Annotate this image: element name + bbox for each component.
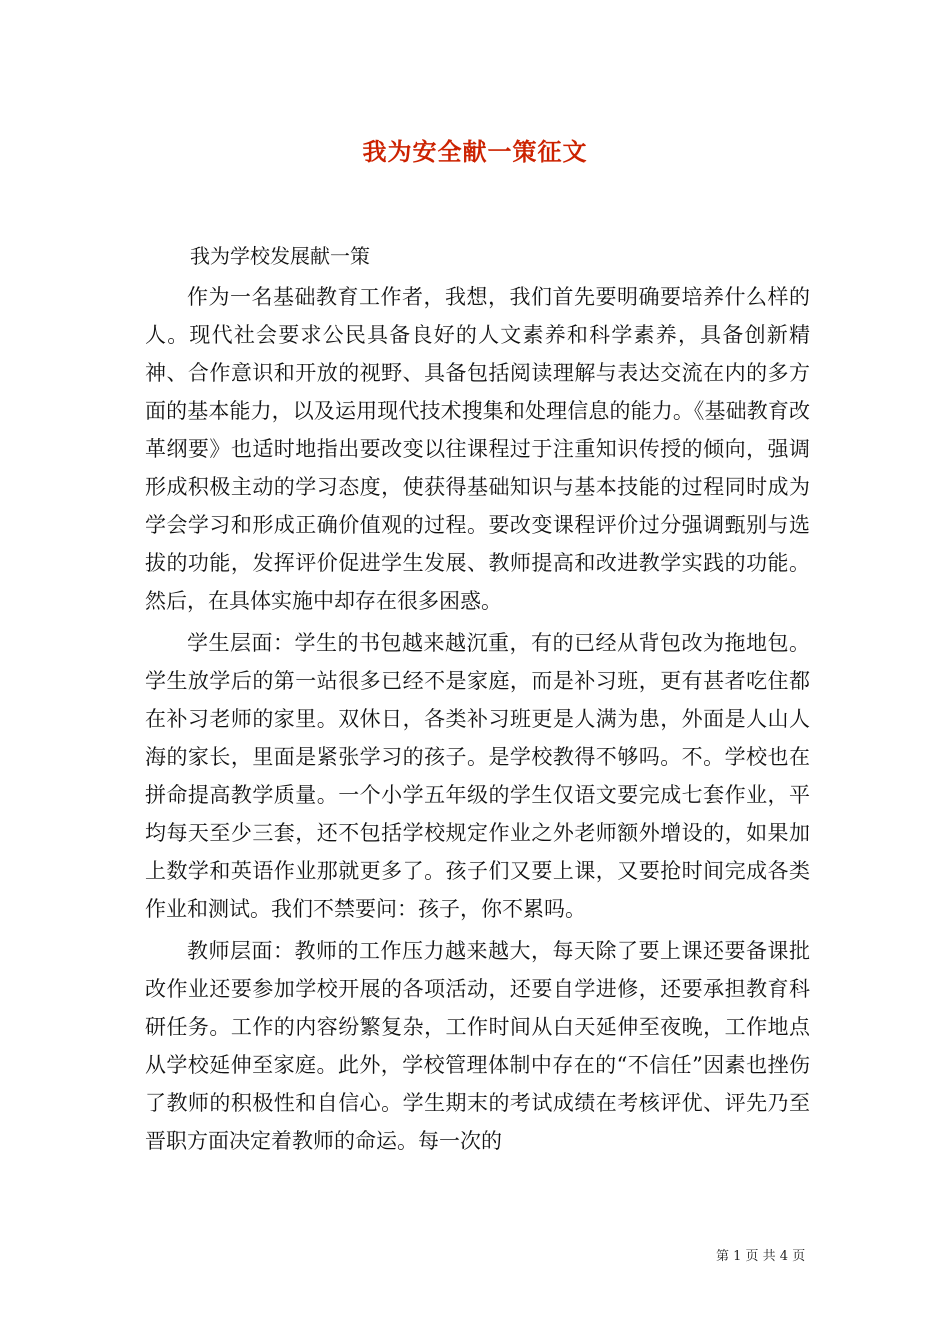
document-subtitle: 我为学校发展献一策: [190, 244, 370, 268]
paragraph-teachers: 教师层面：教师的工作压力越来越大，每天除了要上课还要备课批改作业还要参加学校开展的各项活动，还要自学进修，还要承担教育科研任务。工作的内容纷繁复杂，工作时间从白天延伸至夜晚，工作地点从学校延伸至家庭。此外，学校管理体制中存在的“不信任”因素也挫伤了教师的积极性和自信心。学生期末的考试成绩在考核评优、评先乃至晋职方面决定着教师的命运。每一次的: [145, 939, 810, 1153]
document-body: [145, 278, 810, 1160]
document-title: 我为安全献一策征文: [362, 137, 588, 166]
paragraph-students: 学生层面：学生的书包越来越沉重，有的已经从背包改为拖地包。学生放学后的第一站很多已经不是家庭，而是补习班，更有甚者吃住都在补习老师的家里。双休日，各类补习班更是人满为患，外面是人山人海的家长，里面是紧张学习的孩子。是学校教得不够吗。不。学校也在拼命提高教学质量。一个小学五年级的学生仅语文要完成七套作业，平均每天至少三套，还不包括学校规定作业之外老师额外增设的，如果加上数学和英语作业那就更多了。孩子们又要上课，又要抢时间完成各类作业和测试。我们不禁要问：孩子，你不累吗。: [145, 631, 810, 921]
page-number-footer: 第 1 页 共 4 页: [716, 1249, 806, 1264]
paragraph-intro: 作为一名基础教育工作者，我想，我们首先要明确要培养什么样的人。现代社会要求公民具备良好的人文素养和科学素养，具备创新精神、合作意识和开放的视野、具备包括阅读理解与表达交流在内的多方面的基本能力，以及运用现代技术搜集和处理信息的能力。《基础教育改革纲要》也适时地指出要改变以往课程过于注重知识传授的倾向，强调形成积极主动的学习态度，使获得基础知识与基本技能的过程同时成为学会学习和形成正确价值观的过程。要改变课程评价过分强调甄别与选拔的功能，发挥评价促进学生发展、教师提高和改进教学实践的功能。然后，在具体实施中却存在很多困惑。: [145, 285, 810, 613]
